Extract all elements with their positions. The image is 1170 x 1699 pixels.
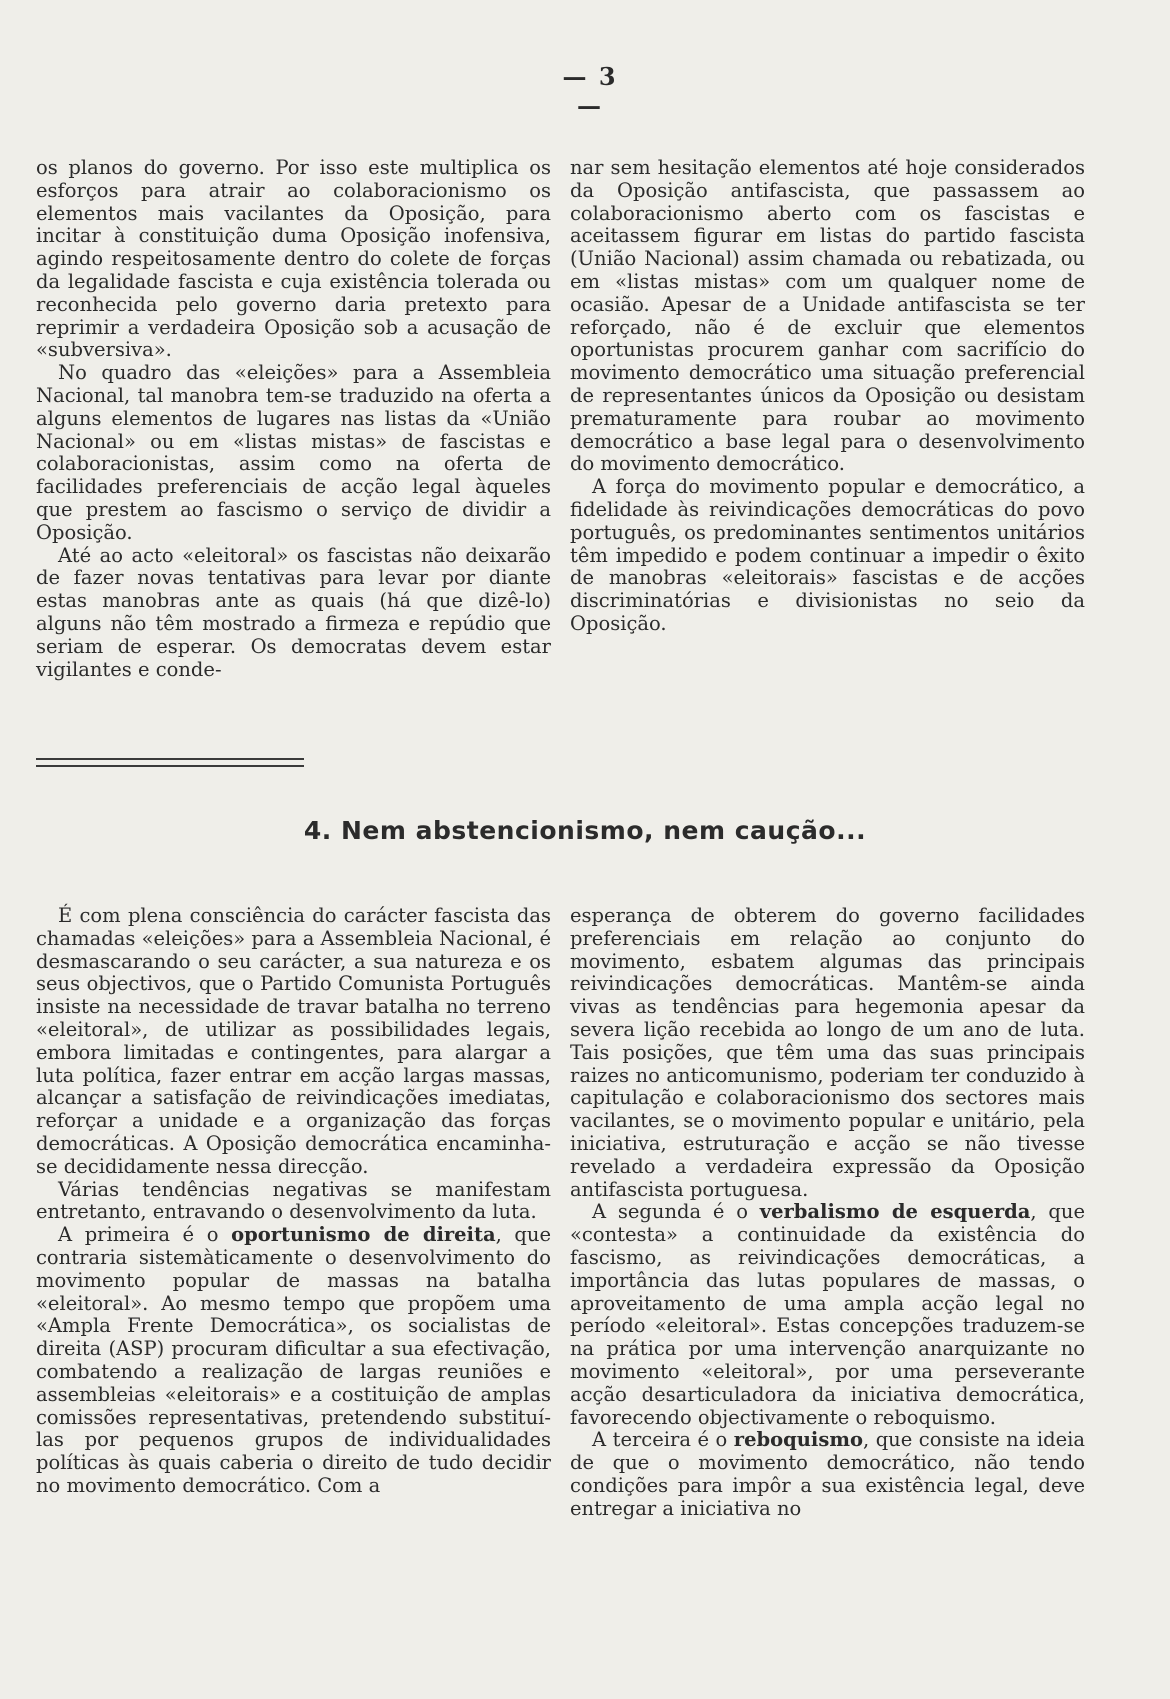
- top-right-column: [570, 157, 1085, 636]
- paragraph: nar sem hesitação elementos até hoje considerados da Oposição antifascista, que passassem ao colaboracionismo aberto com os fascistas e aceitassem figurar em listas do partido fascista (União Nacional) assim chamada ou rebatizada, ou em «listas mistas» com um qualquer nome de ocasião. Apesar de a Unidade antifascista se ter reforçado, não é de excluir que elementos oportunistas procurem ganhar com sacrifício do movimento democrático uma situação preferencial de representantes únicos da Oposição ou desistam prematuramente para roubar ao movimento democrático a base legal para o desenvolvimento do movimento democrático.: [570, 156, 1085, 476]
- paragraph-text: , que consiste na ideia de que o movimento democrático, não tendo condições para impôr a sua existência legal, deve entregar a iniciativa no: [570, 1428, 1085, 1520]
- emphasis-term: oportunismo de direita: [231, 1223, 496, 1247]
- section-heading: 4. Nem abstencionismo, nem caução...: [303, 816, 867, 845]
- paragraph: os planos do governo. Por isso este multiplica os esforços para atrair ao colaboracionismo os elementos mais vacilantes da Oposição, para incitar à constituição duma Oposição inofensiva, agindo respeitosamente dentro do colete de forças da legalidade fascista e cuja existência tolerada ou reconhecida pelo governo daria pretexto para reprimir a verdadeira Oposição sob a acusação de «subversiva».: [36, 156, 551, 362]
- paragraph: Até ao acto «eleitoral» os fascistas não deixarão de fazer novas tentativas para levar por diante estas manobras ante as quais (há que dizê-lo) alguns não têm mostrado a firmeza e repúdio que seriam de esperar. Os democratas devem estar vigilantes e conde-: [36, 543, 551, 681]
- paragraph: É com plena consciência do carácter fascista das chamadas «eleições» para a Assembleia Nacional, é desmascarando o seu carácter, a sua natureza e os seus objectivos, que o Partido Comunista Português insiste na necessidade de travar batalha no terreno «eleitoral», de utilizar as possibilidades legais, embora limitadas e contingentes, para alargar a luta política, fazer entrar em acção largas massas, alcançar a satisfação de reivindicações imediatas, reforçar a unidade e a organização das forças democráticas. A Oposição democrática encaminha-se decididamente nessa direcção.: [36, 904, 551, 1178]
- emphasis-term: verbalismo de esquerda: [759, 1200, 1031, 1224]
- paragraph: esperança de obterem do governo facilidades preferenciais em relação ao conjunto do movimento, esbatem algumas das principais reivindicações democráticas. Mantêm-se ainda vivas as tendências para hegemonia apesar da severa lição recebida ao longo de um ano de luta. Tais posições, que têm uma das suas principais raizes no anticomunismo, poderiam ter conduzido à capitulação e colaboracionismo dos sectores mais vacilantes, se o movimento popular e unitário, pela iniciativa, estruturação e acção se não tivesse revelado a verdadeira expressão da Oposição antifascista portuguesa.: [570, 904, 1085, 1201]
- section-divider: [36, 758, 304, 767]
- bottom-right-column: [570, 905, 1085, 1521]
- paragraph: [36, 1224, 551, 1498]
- paragraph: [570, 1429, 1085, 1520]
- emphasis-term: reboquismo: [733, 1428, 863, 1452]
- paragraph: A força do movimento popular e democrático, a fidelidade às reivindicações democráticas do povo português, os predominantes sentimentos unitários têm impedido e podem continuar a impedir o êxito de manobras «eleitorais» fascistas e de acções discriminatórias e divisionistas no seio da Oposição.: [570, 475, 1085, 635]
- paragraph-text: , que contraria sistemàticamente o desenvolvimento do movimento popular de massas na batalha «eleitoral». Ao mesmo tempo que propõem uma «Ampla Frente Democrática», os socialistas de direita (ASP) procuram dificultar a sua efectivação, combatendo a realização de largas reuniões e assembleias «eleitorais» e a costituição de amplas comissões representativas, pretendendo substituí-las por pequenos grupos de individualidades políticas às quais caberia o direito de tudo decidir no movimento democrático. Com a: [36, 1223, 552, 1497]
- bottom-left-column: [36, 905, 551, 1498]
- paragraph: Várias tendências negativas se manifestam entretanto, entravando o desenvolvimento da luta.: [36, 1177, 551, 1224]
- paragraph: No quadro das «eleições» para a Assembleia Nacional, tal manobra tem-se traduzido na oferta a alguns elementos de lugares nas listas da «União Nacional» ou em «listas mistas» de fascistas e colaboracionistas, assim como na oferta de facilidades preferenciais de acção legal àqueles que prestem ao fascismo o serviço de dividir a Oposição.: [36, 361, 551, 544]
- paragraph: [570, 1201, 1085, 1429]
- paragraph-text: A segunda é o: [592, 1200, 760, 1224]
- paragraph-text: A terceira é o: [592, 1428, 734, 1452]
- paragraph-text: A primeira é o: [58, 1223, 232, 1247]
- top-left-column: [36, 157, 551, 681]
- paragraph-text: , que «contesta» a continuidade da existência do fascismo, as reivindicações democráticas, a importância das lutas populares de massas, o aproveitamento de uma ampla acção legal no período «eleitoral». Estas concepções traduzem-se na prática por uma intervenção anarquizante no movimento «eleitoral», por uma perseverante acção desarticuladora da iniciativa democrática, favorecendo objectivamente o reboquismo.: [570, 1200, 1085, 1429]
- page-number: — 3 —: [562, 62, 618, 120]
